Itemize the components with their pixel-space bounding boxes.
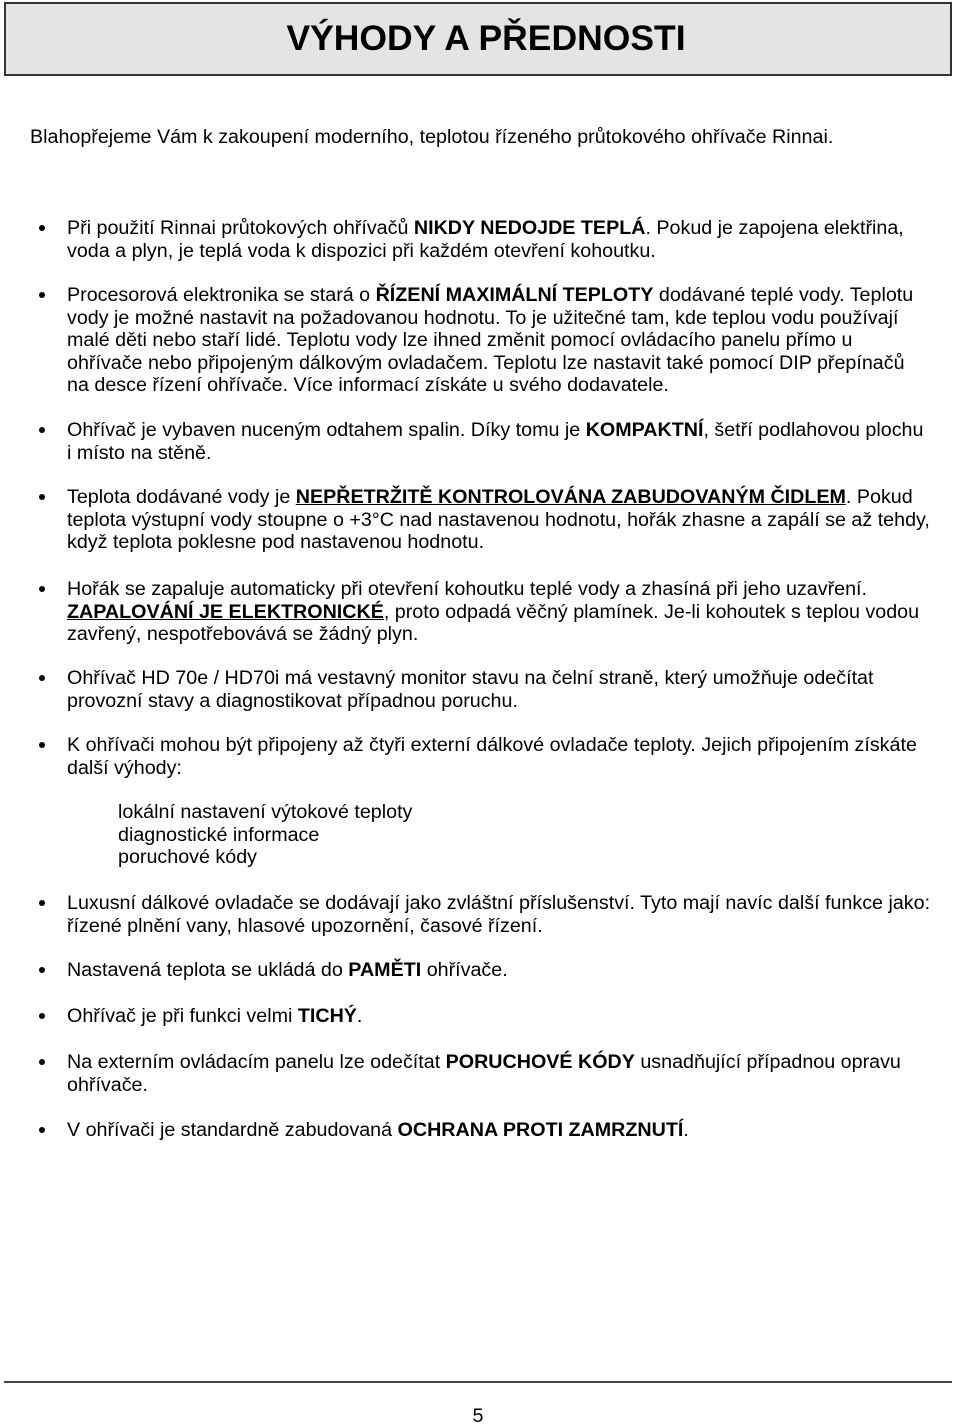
emphasis-text: KOMPAKTNÍ	[585, 419, 704, 441]
sub-list-item: poruchové kódy	[118, 846, 257, 869]
text-segment: , proto odpadá věčný plamínek. Je-li kohoutek s teplou vodou zavřený, nespotřebovává se žádný plyn.	[67, 600, 920, 646]
list-item	[39, 892, 947, 937]
text-segment: Ohřívač je při funkci velmi	[67, 1005, 298, 1027]
emphasis-text: NIKDY NEDOJDE TEPLÁ	[413, 217, 646, 239]
bullet-icon	[39, 967, 45, 973]
bullet-icon	[39, 427, 45, 433]
list-item	[39, 419, 947, 464]
list-item-text	[67, 1119, 947, 1142]
list-item-text	[67, 486, 947, 554]
text-segment: Na externím ovládacím panelu lze odečítat	[67, 1051, 446, 1073]
page-title: VÝHODY A PŘEDNOSTI	[286, 18, 686, 59]
list-item-text	[67, 959, 947, 982]
sub-list	[118, 801, 412, 869]
text-segment: Ohřívač HD 70e / HD70i má vestavný monitor stavu na čelní straně, který umožňuje odečítat provozní stavy a diagnostikovat případnou poruchu.	[67, 667, 874, 712]
list-item	[39, 734, 947, 779]
text-segment: , šetří podlahovou plochu i místo na stěně.	[67, 419, 924, 464]
list-item	[39, 486, 947, 554]
text-segment: Luxusní dálkové ovladače se dodávají jako zvláštní příslušenství. Tyto mají navíc další funkce jako: řízené plnění vany, hlasové upozornění, časové řízení.	[67, 892, 931, 937]
bullet-icon	[39, 1013, 45, 1019]
list-item	[39, 1119, 947, 1142]
text-segment: Hořák se zapaluje automaticky při otevření kohoutku teplé vody a zhasíná při jeho uzavření.	[67, 578, 867, 600]
text-segment: Při použití Rinnai průtokových ohřívačů	[67, 217, 414, 239]
bullet-icon	[39, 225, 45, 231]
text-segment: .	[683, 1119, 689, 1141]
emphasis-text: OCHRANA PROTI ZAMRZNUTÍ	[397, 1119, 684, 1141]
list-item	[39, 667, 947, 712]
list-item-text	[67, 892, 947, 937]
emphasis-text: NEPŘETRŽITĚ KONTROLOVÁNA ZABUDOVANÝM ČIDLEM	[295, 486, 846, 508]
text-segment: ohřívače.	[421, 959, 508, 981]
list-item	[39, 1051, 947, 1096]
list-item-text	[67, 217, 947, 262]
text-segment: K ohřívači mohou být připojeny až čtyři externí dálkové ovladače teploty. Jejich připojením získáte další výhody:	[67, 734, 917, 779]
text-segment: .	[356, 1005, 363, 1027]
bullet-icon	[39, 742, 45, 748]
emphasis-text: ZAPALOVÁNÍ JE ELEKTRONICKÉ	[67, 600, 384, 623]
sub-list-item: lokální nastavení výtokové teploty	[118, 801, 413, 823]
text-segment: V ohřívači je standardně zabudovaná	[67, 1119, 398, 1141]
bullet-icon	[39, 1059, 45, 1065]
bullet-icon	[39, 1127, 45, 1133]
list-item-text	[67, 667, 947, 712]
intro-paragraph: Blahopřejeme Vám k zakoupení moderního, teplotou řízeného průtokového ohřívače Rinnai.	[30, 126, 834, 148]
text-segment: usnadňující případnou opravu ohřívače.	[67, 1051, 901, 1096]
text-segment: dodávané teplé vody. Teplotu vody je možné nastavit na požadovanou hodnotu. To je užitečné tam, kde teplou vodu používají malé děti nebo staří lidé. Teplotu vody lze ihned změnit pomocí ovládacího panelu přímo u ohřívače nebo připojeným dálkovým ovladačem. Teplotu lze nastavit také pomocí DIP přepínačů na desce řízení ohřívače. Více informací získáte u svého dodavatele.	[67, 284, 914, 397]
text-segment: . Pokud teplota výstupní vody stoupne o +3°C nad nastavenou hodnotu, hořák zhasne a zapálí se až tehdy, když teplota poklesne pod nastavenou hodnotu.	[67, 486, 930, 554]
bullet-icon	[39, 675, 45, 681]
sub-list-item: diagnostické informace	[118, 823, 320, 846]
emphasis-text: ŘÍZENÍ MAXIMÁLNÍ TEPLOTY	[375, 284, 654, 306]
bullet-icon	[39, 586, 45, 592]
emphasis-text: PAMĚTI	[348, 959, 422, 981]
list-item	[39, 959, 947, 982]
footer-divider	[4, 1381, 952, 1383]
text-segment: Procesorová elektronika se stará o	[67, 284, 376, 306]
list-item-text	[67, 734, 947, 779]
list-item-text	[67, 1051, 947, 1096]
text-segment: Nastavená teplota se ukládá do	[67, 959, 349, 981]
list-item	[39, 284, 947, 397]
emphasis-text: PORUCHOVÉ KÓDY	[445, 1051, 635, 1073]
text-segment: Ohřívač je vybaven nuceným odtahem spalin. Díky tomu je	[67, 419, 586, 441]
page-number: 5	[472, 1405, 484, 1427]
list-item	[39, 217, 947, 262]
list-item	[39, 578, 947, 646]
list-item-text	[67, 419, 947, 464]
title-box	[4, 2, 952, 76]
text-segment: Teplota dodávané vody je	[67, 486, 296, 508]
bullet-icon	[39, 494, 45, 500]
emphasis-text: TICHÝ	[297, 1005, 357, 1027]
bullet-icon	[39, 292, 45, 298]
text-segment: . Pokud je zapojena elektřina, voda a plyn, je teplá voda k dispozici při každém otevření kohoutku.	[67, 217, 904, 262]
bullet-icon	[39, 900, 45, 906]
list-item-text	[67, 284, 947, 397]
list-item	[39, 1005, 947, 1028]
list-item-text	[67, 578, 947, 646]
list-item-text	[67, 1005, 947, 1028]
